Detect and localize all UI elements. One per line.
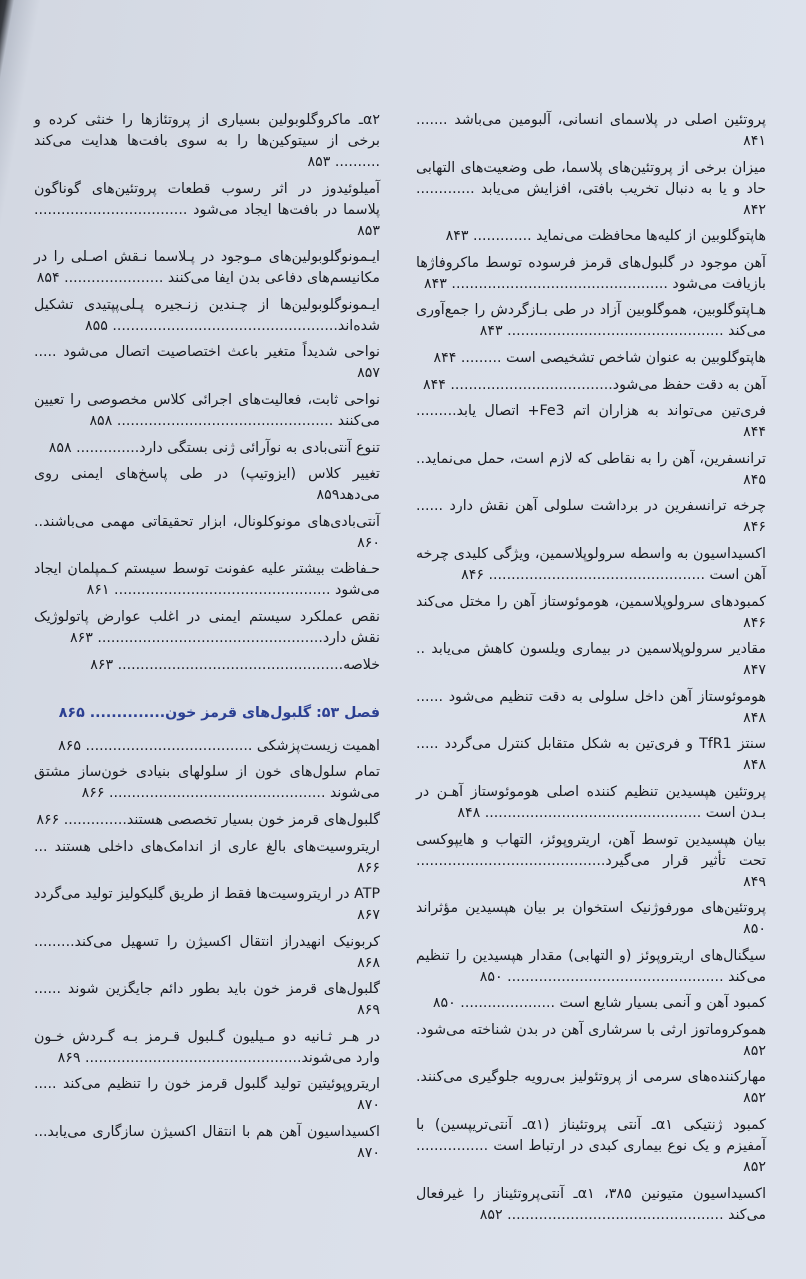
toc-entry: هموکروماتوز ارثی با سرشاری آهن در بدن شناخته می‌شود. ۸۵۲: [416, 1021, 766, 1059]
toc-entry: نقص عملکرد سیستم ایمنی در اغلب عوارض پاتولوژیک نقش دارد.................................................. ۸۶۳: [34, 608, 380, 646]
toc-entry: پروتئین‌های مورفوژنیک استخوان بر بیان هپسیدین مؤثراند ۸۵۰: [416, 900, 766, 938]
toc-entry: کمبود آهن و آنمی بسیار شایع است ..................... ۸۵۰: [432, 995, 766, 1012]
toc-entry: پروتئین هپسیدین تنظیم کننده اصلی هوموئوستاز آهـن در بـدن است ................................................ ۸۴۸: [416, 783, 766, 821]
toc-entry: آنتی‌بادی‌های مونوکلونال، ابزار تحقیقاتی مهمی می‌باشند.. ۸۶۰: [34, 513, 380, 551]
toc-entry: پروتئین اصلی در پلاسمای انسانی، آلبومین می‌باشد ....... ۸۴۱: [416, 112, 766, 149]
toc-entry: در هـر ثـانیه دو مـیلیون گـلبول قـرمز بـه گـردش خـون وارد می‌شوند................................................ ۸۶۹: [34, 1028, 380, 1066]
toc-entry: میزان برخی از پروتئین‌های پلاسما، طی وضعیت‌های التهابی حاد و یا به دنبال تخریب بافتی، افزایش می‌یابد ............. ۸۴۲: [416, 159, 766, 218]
toc-entry: هاپتوگلوبین به عنوان شاخص تشخیصی است ......... ۸۴۴: [433, 349, 766, 366]
toc-entry: اکسیداسیون متیونین ۳۸۵، α۱ـ آنتی‌پروتئیناز را غیرفعال می‌کند ................................................ ۸۵۲: [416, 1185, 767, 1223]
toc-entry: نواحی ثابت، فعالیت‌های اجرائی کلاس مخصوصی را تعیین می‌کنند ................................................ ۸۵۸: [34, 391, 380, 429]
toc-entry: آهن به دقت حفظ می‌شود.................................... ۸۴۴: [423, 376, 766, 393]
toc-entry: هـاپتوگلوبین، هموگلوبین آزاد در طی بـازگردش را جمع‌آوری می‌کند ................................................ ۸۴۳: [416, 302, 766, 340]
toc-entry: ATP در اریتروسیت‌ها فقط از طریق گلیکولیز تولید می‌گردد ۸۶۷: [34, 886, 380, 924]
toc-entry: سیگنال‌های اریتروپوئز (و التهابی) مقدار هپسیدین را تنظیم می‌کند ................................................ ۸۵۰: [416, 947, 766, 985]
toc-entry: سنتز TfR1 و فری‌تین به شکل متقابل کنترل می‌گردد ..... ۸۴۸: [416, 736, 766, 774]
chapter-heading: فصل ۵۳: گلبول‌های قرمز خون.............. ۸۶۵: [58, 705, 380, 722]
toc-entry: کمبود ژنتیکی α۱ـ آنتی پروتئیناز (α۱ـ آنتی‌تریپسین) با آمفیزم و یک نوع بیماری کبدی در ارتباط است ................ ۸۵۲: [416, 1117, 766, 1176]
toc-left-column: [34, 110, 380, 1170]
toc-entry: حـفاظت بیشتر علیه عفونت توسط سیستم کـمپلمان ایجاد می‌شود ................................................ ۸۶۱: [34, 561, 380, 599]
toc-entry: هوموئوستاز آهن داخل سلولی به دقت تنظیم می‌شود ...... ۸۴۸: [416, 688, 766, 726]
toc-entry: تغییر کلاس (ایزوتیپ) در طی پاسخ‌های ایمنی روی می‌دهد۸۵۹: [34, 466, 380, 504]
toc-entry: اکسیداسیون آهن هم با انتقال اکسیژن سازگاری می‌یابد... ۸۷۰: [34, 1124, 380, 1162]
toc-entry: خلاصه.................................................. ۸۶۳: [90, 656, 380, 673]
toc-entry: بیان هپسیدین توسط آهن، اریتروپوئز، التهاب و هایپوکسی تحت تأثیر قرار می‌گیرد.......................................... ۸۴۹: [416, 831, 766, 890]
toc-entry: چرخه ترانسفرین در برداشت سلولی آهن نقش دارد ...... ۸۴۶: [416, 498, 766, 536]
toc-entry: تنوع آنتی‌بادی به نوآرائی ژنی بستگی دارد.............. ۸۵۸: [48, 439, 380, 456]
toc-entry: اکسیداسیون به واسطه سرولوپلاسمین، ویژگی کلیدی چرخه آهن است ................................................ ۸۴۶: [416, 545, 766, 583]
toc-entry: اریتروسیت‌های بالغ عاری از اندامک‌های داخلی هستند ... ۸۶۶: [34, 838, 380, 876]
toc-entry: آهن موجود در گلبول‌های قرمز فرسوده توسط ماکروفاژها بازیافت می‌شود ................................................ ۸۴۳: [416, 254, 766, 292]
toc-entry: کربونیک انهیدراز انتقال اکسیژن را تسهیل می‌کند......... ۸۶۸: [34, 933, 380, 971]
toc-entry: تمام سلول‌های خون از سلولهای بنیادی خون‌ساز مشتق می‌شوند ................................................ ۸۶۶: [34, 764, 380, 802]
toc-entry: هاپتوگلوبین از کلیه‌ها محافظت می‌نماید ............. ۸۴۳: [445, 228, 766, 245]
toc-entry: مهارکننده‌های سرمی از پروتئولیز بی‌رویه جلوگیری می‌کنند. ۸۵۲: [416, 1069, 766, 1107]
toc-entry: آمیلوئیدوز در اثر رسوب قطعات پروتئین‌های گوناگون پلاسما در بافت‌ها ایجاد می‌شود .................................. ۸۵۳: [34, 180, 380, 239]
toc-entry: نواحی شدیداً متغیر باعث اختصاصیت اتصال می‌شود ..... ۸۵۷: [34, 344, 380, 382]
toc-entry: گلبول‌های قرمز خون بسیار تخصصی هستند.............. ۸۶۶: [36, 811, 380, 828]
toc-entry: α۲ـ ماکروگلوبولین بسیاری از پروتئازها را خنثی کرده و برخی از سیتوکین‌ها را به سوی بافت‌ها هدایت می‌کند .......... ۸۵۳: [34, 112, 380, 170]
toc-entry: گلبول‌های قرمز خون باید بطور دائم جایگزین شوند ...... ۸۶۹: [34, 981, 380, 1019]
toc-entry: اهمیت زیست‌پزشکی ..................................... ۸۶۵: [58, 737, 380, 754]
toc-right-column: [416, 110, 766, 1231]
toc-entry: ایـمونوگلوبولین‌ها از چـندین زنـجیره پـلی‌پپتیدی تشکیل شده‌اند.................................................. ۸۵۵: [34, 296, 380, 334]
toc-entry: اریتروپوئیتین تولید گلبول قرمز خون را تنظیم می‌کند ..... ۸۷۰: [34, 1076, 380, 1114]
toc-entry: فری‌تین می‌تواند به هزاران اتم Fe3+ اتصال یابد......... ۸۴۴: [416, 403, 766, 441]
toc-entry: ایـمونوگلوبولین‌های مـوجود در پـلاسما نـقش اصـلی را در مکانیسم‌های دفاعی بدن ایفا می‌کنند ...................... ۸۵۴: [34, 249, 380, 287]
toc-entry: کمبودهای سرولوپلاسمین، هوموئوستاز آهن را مختل می‌کند ۸۴۶: [416, 593, 766, 631]
toc-entry: مقادیر سرولوپلاسمین در بیماری ویلسون کاهش می‌یابد .. ۸۴۷: [416, 641, 766, 679]
toc-entry: ترانسفرین، آهن را به نقاطی که لازم است، حمل می‌نماید.. ۸۴۵: [416, 450, 766, 488]
